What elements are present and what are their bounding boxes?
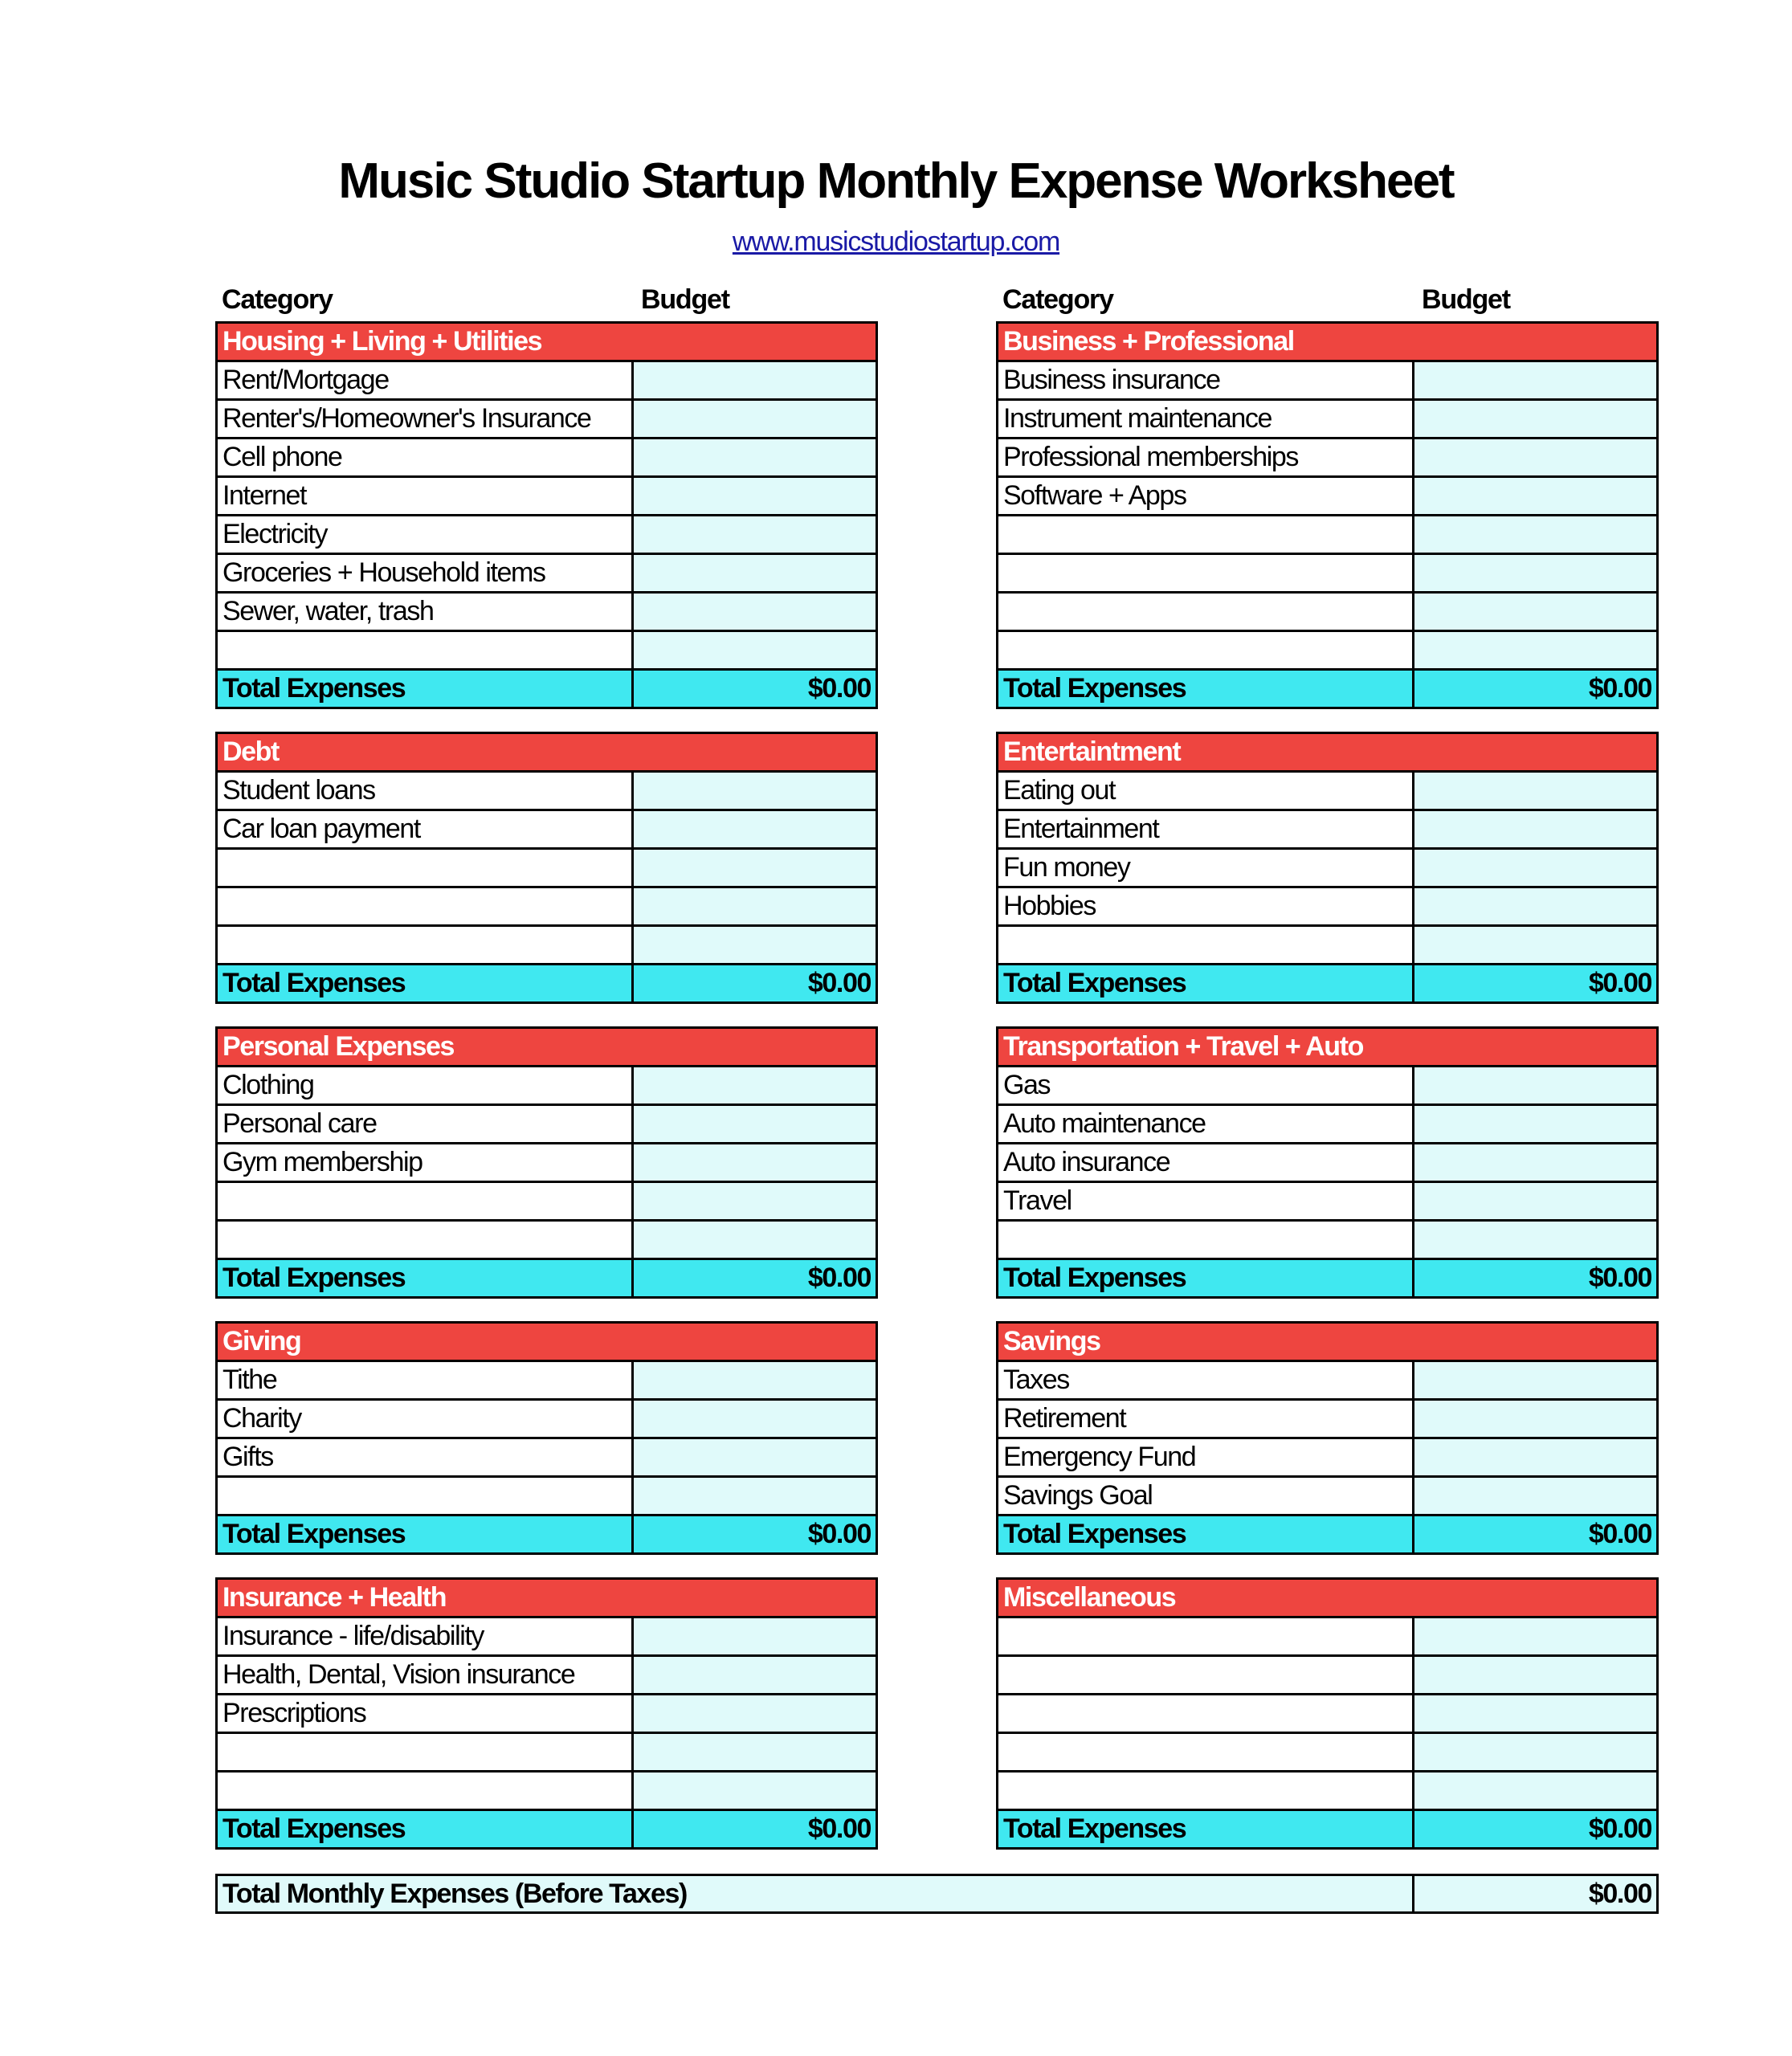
budget-input-cell[interactable] [634,1439,876,1475]
category-cell[interactable]: Fun money [998,850,1414,886]
website-link-wrap [0,226,1792,258]
section-header-row [998,734,1656,770]
table-row [998,847,1656,886]
table-row [998,1654,1656,1693]
total-label: Total Expenses [218,965,634,1001]
total-label: Total Expenses [998,1260,1414,1296]
total-label: Total Expenses [218,671,634,707]
total-row [998,963,1656,1001]
left-column [215,281,878,1872]
table-row [998,1065,1656,1103]
category-cell[interactable]: Tithe [218,1362,634,1398]
budget-input-cell[interactable] [1414,632,1656,668]
budget-input-cell[interactable] [1414,439,1656,475]
table-row [218,1475,876,1514]
category-cell[interactable]: Sewer, water, trash [218,594,634,630]
total-value: $0.00 [1414,965,1656,1001]
section-title: Personal Expenses [218,1029,876,1065]
category-cell[interactable]: Insurance - life/disability [218,1618,634,1654]
table-row [218,398,876,437]
expense-section [215,732,878,1004]
total-row [998,1514,1656,1552]
table-row [998,1770,1656,1809]
category-cell[interactable] [998,1772,1414,1809]
budget-input-cell[interactable] [1414,1657,1656,1693]
category-cell[interactable]: Taxes [998,1362,1414,1398]
budget-input-cell[interactable] [634,1362,876,1398]
category-cell[interactable] [998,516,1414,553]
right-column [996,281,1659,1872]
category-cell[interactable]: Charity [218,1401,634,1437]
budget-input-cell[interactable] [634,1144,876,1181]
category-cell[interactable]: Instrument maintenance [998,401,1414,437]
budget-input-cell[interactable] [1414,516,1656,553]
total-label: Total Expenses [998,671,1414,707]
table-row [998,770,1656,809]
category-cell[interactable] [218,1772,634,1809]
budget-input-cell[interactable] [634,1657,876,1693]
budget-input-cell[interactable] [634,1222,876,1258]
section-title: Savings [998,1324,1656,1360]
budget-input-cell[interactable] [634,811,876,847]
table-row [998,437,1656,475]
section-header-row [218,324,876,360]
budget-input-cell[interactable] [1414,1772,1656,1809]
section-title: Housing + Living + Utilities [218,324,876,360]
budget-input-cell[interactable] [634,362,876,398]
section-title: Transportation + Travel + Auto [998,1029,1656,1065]
section-header-row [998,1580,1656,1616]
total-value: $0.00 [634,671,876,707]
category-cell[interactable]: Emergency Fund [998,1439,1414,1475]
expense-section [215,1577,878,1850]
budget-input-cell[interactable] [1414,1067,1656,1103]
total-row [218,668,876,707]
category-cell[interactable]: Gifts [218,1439,634,1475]
budget-input-cell[interactable] [634,1478,876,1514]
table-row [218,1732,876,1770]
grand-total-row [215,1874,1659,1914]
category-cell[interactable] [998,1618,1414,1654]
category-cell[interactable] [218,1183,634,1219]
total-value: $0.00 [634,965,876,1001]
budget-input-cell[interactable] [1414,811,1656,847]
table-row [998,1219,1656,1258]
budget-input-cell[interactable] [1414,401,1656,437]
table-row [218,514,876,553]
table-row [218,1181,876,1219]
total-row [998,668,1656,707]
category-cell[interactable]: Auto maintenance [998,1106,1414,1142]
table-row [998,630,1656,668]
total-label: Total Expenses [218,1811,634,1847]
table-row [218,1142,876,1181]
budget-input-cell[interactable] [634,850,876,886]
table-row [998,514,1656,553]
budget-input-cell[interactable] [634,1772,876,1809]
table-row [998,1616,1656,1654]
table-row [218,924,876,963]
category-cell[interactable] [998,927,1414,963]
category-cell[interactable]: Personal care [218,1106,634,1142]
table-row [218,630,876,668]
table-row [998,553,1656,591]
section-title: Insurance + Health [218,1580,876,1616]
category-cell[interactable] [998,1222,1414,1258]
category-cell[interactable]: Savings Goal [998,1478,1414,1514]
budget-input-cell[interactable] [1414,1401,1656,1437]
category-cell[interactable]: Retirement [998,1401,1414,1437]
budget-input-cell[interactable] [634,401,876,437]
budget-input-cell[interactable] [1414,1734,1656,1770]
table-row [998,1181,1656,1219]
category-cell[interactable]: Software + Apps [998,478,1414,514]
table-row [998,886,1656,924]
category-cell[interactable]: Car loan payment [218,811,634,847]
table-row [998,1103,1656,1142]
table-row [998,1732,1656,1770]
table-row [218,886,876,924]
table-row [998,1360,1656,1398]
expense-section [996,1321,1659,1555]
table-row [218,1103,876,1142]
table-row [998,1398,1656,1437]
table-row [998,1693,1656,1732]
table-row [998,398,1656,437]
category-cell[interactable] [218,1734,634,1770]
total-value: $0.00 [634,1260,876,1296]
section-header-row [218,1580,876,1616]
category-cell[interactable] [218,927,634,963]
budget-input-cell[interactable] [634,1183,876,1219]
category-cell[interactable] [998,1734,1414,1770]
table-row [218,770,876,809]
expense-section [996,1026,1659,1299]
total-value: $0.00 [1414,1811,1656,1847]
expense-section [996,732,1659,1004]
expense-section [215,1026,878,1299]
budget-input-cell[interactable] [1414,362,1656,398]
table-row [218,1437,876,1475]
expense-section [215,1321,878,1555]
category-cell[interactable]: Electricity [218,516,634,553]
grand-total-label: Total Monthly Expenses (Before Taxes) [218,1876,1414,1911]
budget-input-cell[interactable] [634,1618,876,1654]
section-header-row [998,1324,1656,1360]
budget-input-cell[interactable] [1414,555,1656,591]
category-cell[interactable] [998,632,1414,668]
category-cell[interactable]: Student loans [218,773,634,809]
category-cell[interactable] [998,555,1414,591]
category-cell[interactable]: Travel [998,1183,1414,1219]
category-cell[interactable]: Internet [218,478,634,514]
total-row [218,1258,876,1296]
table-row [218,553,876,591]
section-header-row [998,1029,1656,1065]
category-cell[interactable]: Business insurance [998,362,1414,398]
table-row [998,591,1656,630]
budget-input-cell[interactable] [1414,1618,1656,1654]
category-header: Category [222,284,333,315]
budget-input-cell[interactable] [634,1695,876,1732]
category-cell[interactable] [218,888,634,924]
budget-input-cell[interactable] [1414,594,1656,630]
right-sections [996,321,1659,1850]
budget-input-cell[interactable] [634,1401,876,1437]
category-cell[interactable]: Renter's/Homeowner's Insurance [218,401,634,437]
section-title: Giving [218,1324,876,1360]
section-header-row [218,1029,876,1065]
budget-input-cell[interactable] [634,773,876,809]
left-sections [215,321,878,1850]
table-row [998,1475,1656,1514]
table-row [998,1437,1656,1475]
table-row [218,1616,876,1654]
category-cell[interactable]: Hobbies [998,888,1414,924]
expense-section [996,1577,1659,1850]
column-headers [215,281,878,321]
table-row [218,360,876,398]
grand-total-value: $0.00 [1588,1879,1651,1909]
budget-input-cell[interactable] [634,927,876,963]
budget-input-cell[interactable] [634,1067,876,1103]
category-cell[interactable] [218,1222,634,1258]
budget-input-cell[interactable] [1414,773,1656,809]
budget-input-cell[interactable] [1414,1144,1656,1181]
column-headers [996,281,1659,321]
section-header-row [218,734,876,770]
category-cell[interactable]: Gas [998,1067,1414,1103]
table-row [998,1142,1656,1181]
budget-input-cell[interactable] [1414,478,1656,514]
table-row [218,1398,876,1437]
budget-input-cell[interactable] [1414,1695,1656,1732]
category-cell[interactable] [218,850,634,886]
total-label: Total Expenses [998,1516,1414,1552]
budget-input-cell[interactable] [1414,1439,1656,1475]
table-row [998,924,1656,963]
category-cell[interactable] [998,1657,1414,1693]
total-label: Total Expenses [218,1516,634,1552]
total-value: $0.00 [1414,671,1656,707]
budget-input-cell[interactable] [634,555,876,591]
budget-input-cell[interactable] [1414,1478,1656,1514]
total-label: Total Expenses [218,1260,634,1296]
category-cell[interactable]: Clothing [218,1067,634,1103]
category-cell[interactable]: Entertainment [998,811,1414,847]
category-header: Category [1002,284,1113,315]
total-value: $0.00 [634,1811,876,1847]
category-cell[interactable] [998,1695,1414,1732]
budget-input-cell[interactable] [1414,850,1656,886]
website-link[interactable]: www.musicstudiostartup.com [732,226,1060,257]
table-row [218,1770,876,1809]
section-title: Miscellaneous [998,1580,1656,1616]
category-cell[interactable]: Eating out [998,773,1414,809]
total-row [998,1809,1656,1847]
budget-input-cell[interactable] [1414,1183,1656,1219]
table-row [998,360,1656,398]
total-row [218,963,876,1001]
total-row [218,1514,876,1552]
total-row [998,1258,1656,1296]
page-title: Music Studio Startup Monthly Expense Worksheet [338,153,1454,209]
budget-input-cell[interactable] [634,439,876,475]
budget-input-cell[interactable] [1414,888,1656,924]
budget-input-cell[interactable] [1414,1222,1656,1258]
category-cell[interactable]: Groceries + Household items [218,555,634,591]
budget-input-cell[interactable] [634,1734,876,1770]
section-header-row [218,1324,876,1360]
category-cell[interactable]: Prescriptions [218,1695,634,1732]
table-row [218,591,876,630]
category-cell[interactable]: Rent/Mortgage [218,362,634,398]
table-row [218,847,876,886]
category-cell[interactable]: Gym membership [218,1144,634,1181]
budget-input-cell[interactable] [634,1106,876,1142]
total-value: $0.00 [1414,1516,1656,1552]
budget-input-cell[interactable] [634,888,876,924]
category-cell[interactable] [218,632,634,668]
section-header-row [998,324,1656,360]
category-cell[interactable]: Professional memberships [998,439,1414,475]
budget-input-cell[interactable] [634,594,876,630]
budget-input-cell[interactable] [1414,927,1656,963]
section-title: Business + Professional [998,324,1656,360]
table-row [218,1219,876,1258]
total-label: Total Expenses [998,1811,1414,1847]
table-row [218,1065,876,1103]
category-cell[interactable]: Auto insurance [998,1144,1414,1181]
table-row [998,809,1656,847]
budget-input-cell[interactable] [634,516,876,553]
section-title: Entertaintment [998,734,1656,770]
budget-input-cell[interactable] [1414,1362,1656,1398]
total-row [218,1809,876,1847]
budget-input-cell[interactable] [634,478,876,514]
table-row [218,437,876,475]
budget-header: Budget [641,284,729,315]
table-row [218,475,876,514]
table-row [218,1693,876,1732]
total-value: $0.00 [1414,1260,1656,1296]
budget-input-cell[interactable] [634,632,876,668]
table-row [218,809,876,847]
category-cell[interactable]: Health, Dental, Vision insurance [218,1657,634,1693]
table-row [998,475,1656,514]
table-row [218,1360,876,1398]
total-value: $0.00 [634,1516,876,1552]
budget-input-cell[interactable] [1414,1106,1656,1142]
expense-section [215,321,878,709]
section-title: Debt [218,734,876,770]
total-label: Total Expenses [998,965,1414,1001]
category-cell[interactable] [218,1478,634,1514]
category-cell[interactable]: Cell phone [218,439,634,475]
table-row [218,1654,876,1693]
expense-section [996,321,1659,709]
budget-header: Budget [1422,284,1510,315]
category-cell[interactable] [998,594,1414,630]
